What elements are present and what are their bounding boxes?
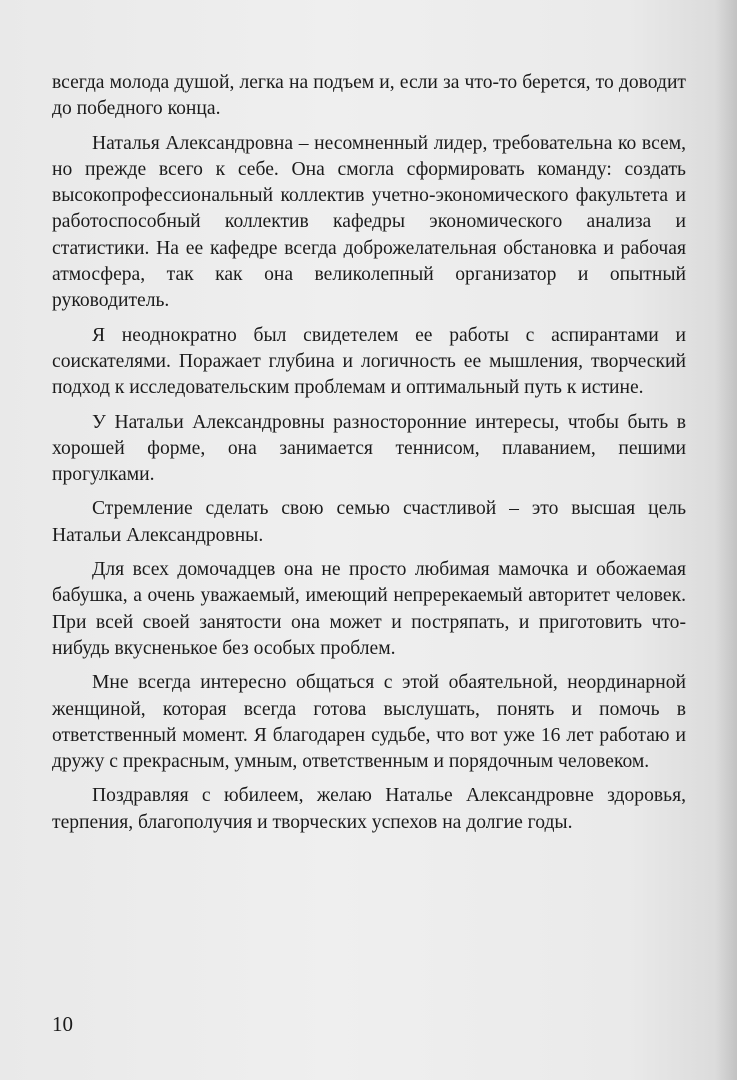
paragraph: Стремление сделать свою семью счастливой – это высшая цель Натальи Александровны. — [52, 498, 686, 546]
paragraph: всегда молода душой, легка на подъем и, если за что-то берется, то доводит до победного конца. — [52, 72, 686, 120]
page-edge-shadow — [715, 0, 737, 1080]
paragraph: Мне всегда интересно общаться с этой обаятельной, неординарной женщиной, которая всегда готова выслушать, понять и помочь в ответственный момент. Я благодарен судьбе, что вот уже 16 лет работаю и дружу с прекрасным, умным, ответственным и порядочным человеком. — [52, 672, 686, 773]
paragraph: Наталья Александровна – несомненный лидер, требовательна ко всем, но прежде всего к себе. Она смогла сформировать команду: создать высокопрофессиональный коллектив учетно-экономического факультета и работоспособный коллектив кафедры экономического анализа и статистики. На ее кафедре всегда доброжелательная обстановка и рабочая атмосфера, так как она великолепный организатор и опытный руководитель. — [52, 132, 686, 312]
page-number: 10 — [52, 1012, 73, 1036]
paragraph: Я неоднократно был свидетелем ее работы с аспирантами и соискателями. Поражает глубина и логичность ее мышления, творческий подход к исследовательским проблемам и оптимальный путь к истине. — [52, 324, 686, 399]
body-text — [52, 70, 686, 844]
paragraph: Для всех домочадцев она не просто любимая мамочка и обожаемая бабушка, а очень уважаемый, имеющий непререкаемый авторитет человек. При всей своей занятости она может и постряпать, и приготовить что-нибудь вкусненькое без особых проблем. — [52, 559, 686, 659]
paragraph: У Натальи Александровны разносторонние интересы, чтобы быть в хорошей форме, она занимается теннисом, плаванием, пешими прогулками. — [52, 411, 686, 486]
paragraph: Поздравляя с юбилеем, желаю Наталье Александровне здоровья, терпения, благополучия и творческих успехов на долгие годы. — [52, 785, 686, 833]
